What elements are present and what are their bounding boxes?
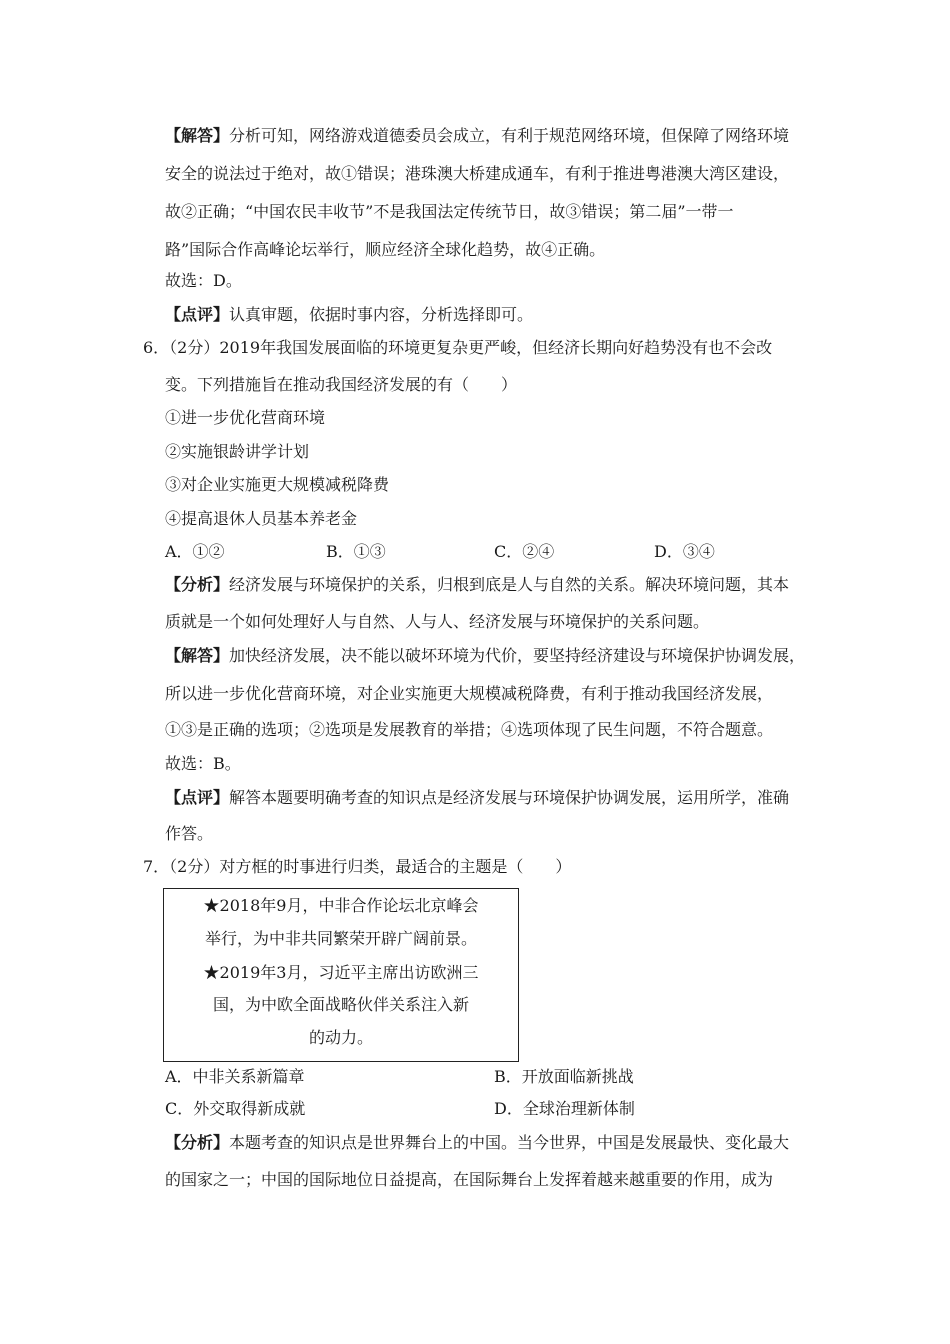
q5-comment-tag: 【点评】 [165, 305, 230, 324]
q7-box-line-2: 举行，为中非共同繁荣开辟广阔前景。 [204, 929, 477, 948]
q6-analysis-text-1: 经济发展与环境保护的关系，归根到底是人与自然的关系。解决环境问题，其本 [229, 575, 790, 594]
q6-analysis-line-1 [165, 575, 789, 595]
q6-stem-line-2: 变。下列措施旨在推动我国经济发展的有（ ） [165, 375, 518, 394]
q6-answer-tag: 【解答】 [165, 646, 230, 665]
q5-comment-text: 认真审题，依据时事内容，分析选择即可。 [229, 305, 534, 324]
q6-comment-line-1 [165, 788, 789, 808]
q6-item-1: ①进一步优化营商环境 [165, 408, 326, 427]
q5-answer-line-1 [165, 126, 789, 146]
q5-comment-line [165, 305, 533, 325]
q6-option-c: C．②④ [494, 542, 555, 561]
q6-answer-line-3: ①③是正确的选项；②选项是发展教育的举措；④选项体现了民生问题，不符合题意。 [165, 720, 774, 739]
q6-item-3: ③对企业实施更大规模减税降费 [165, 475, 390, 494]
q7-option-d: D．全球治理新体制 [494, 1099, 635, 1118]
q6-comment-tag: 【点评】 [165, 788, 230, 807]
q7-stem: 7．（2分）对方框的时事进行归类，最适合的主题是（ ） [143, 857, 572, 876]
q7-option-b: B．开放面临新挑战 [494, 1067, 634, 1086]
q5-answer-text-1: 分析可知，网络游戏道德委员会成立，有利于规范网络环境，但保障了网络环境 [229, 126, 790, 145]
q6-item-2: ②实施银龄讲学计划 [165, 442, 310, 461]
q7-analysis-tag: 【分析】 [165, 1133, 230, 1152]
q7-option-a: A．中非关系新篇章 [165, 1067, 305, 1086]
q7-analysis-line-1 [165, 1133, 789, 1153]
q7-analysis-line-2: 的国家之一；中国的国际地位日益提高，在国际舞台上发挥着越来越重要的作用，成为 [165, 1170, 774, 1189]
q5-answer-tag: 【解答】 [165, 126, 230, 145]
q6-answer-line-1 [165, 646, 805, 666]
q6-answer-line-2: 所以进一步优化营商环境，对企业实施更大规模减税降费，有利于推动我国经济发展， [165, 684, 774, 703]
q6-comment-line-2: 作答。 [165, 824, 214, 843]
q7-box-line-5: 的动力。 [308, 1028, 373, 1047]
q6-option-d: D．③④ [654, 542, 715, 561]
q5-answer-line-2: 安全的说法过于绝对，故①错误；港珠澳大桥建成通车，有利于推进粤港澳大湾区建设， [165, 164, 790, 183]
q5-answer-line-4: 路”国际合作高峰论坛举行，顺应经济全球化趋势，故④正确。 [165, 240, 606, 259]
q6-stem-line-1: 6．（2分）2019年我国发展面临的环境更复杂更严峻，但经济长期向好趋势没有也不会改 [143, 338, 773, 357]
q7-box-line-4: 国，为中欧全面战略伙伴关系注入新 [212, 995, 469, 1014]
q6-option-a: A．①② [165, 542, 225, 561]
q7-analysis-text-1: 本题考查的知识点是世界舞台上的中国。当今世界，中国是发展最快、变化最大 [229, 1133, 790, 1152]
q6-comment-text-1: 解答本题要明确考查的知识点是经济发展与环境保护协调发展，运用所学，准确 [229, 788, 790, 807]
q5-answer-line-3: 故②正确；“中国农民丰收节”不是我国法定传统节日，故③错误；第二届”一带一 [165, 202, 734, 221]
q6-option-b: B．①③ [326, 542, 386, 561]
q7-news-box [163, 888, 519, 1062]
q5-choice: 故选：D。 [165, 271, 242, 290]
q7-option-c: C．外交取得新成就 [165, 1099, 306, 1118]
q7-box-line-1: ★2018年9月，中非合作论坛北京峰会 [203, 896, 479, 915]
q6-analysis-tag: 【分析】 [165, 575, 230, 594]
q6-answer-text-1: 加快经济发展，决不能以破坏环境为代价，要坚持经济建设与环境保护协调发展， [229, 646, 806, 665]
q6-item-4: ④提高退休人员基本养老金 [165, 509, 358, 528]
q6-choice: 故选：B。 [165, 754, 241, 773]
q7-box-line-3: ★2019年3月，习近平主席出访欧洲三 [203, 963, 479, 982]
q6-analysis-line-2: 质就是一个如何处理好人与自然、人与人、经济发展与环境保护的关系问题。 [165, 612, 710, 631]
